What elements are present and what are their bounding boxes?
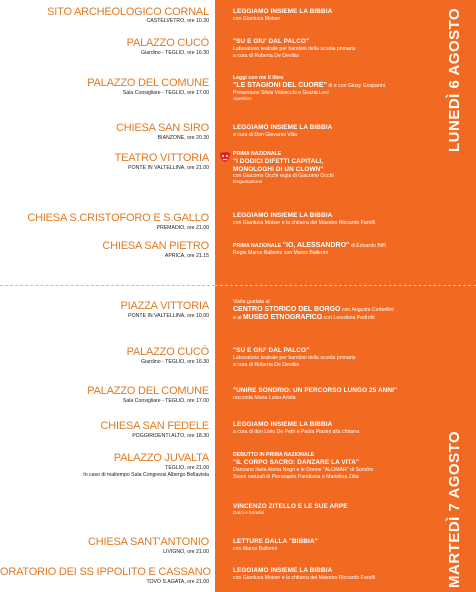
event-detail: di Edoardo Biffi bbox=[350, 243, 386, 249]
venue-place: CASTELVETRO, ore 10.30 bbox=[146, 18, 209, 24]
event bbox=[233, 75, 438, 103]
event-title: LEGGIAMO INSIEME LA BIBBIA bbox=[233, 567, 333, 574]
event-detail: racconta Maria Luisa Arista bbox=[233, 394, 296, 401]
venue-title: SITO ARCHEOLOGICO CORNAL bbox=[47, 6, 209, 18]
event-detail: di e con Giusy Gosparini. bbox=[328, 83, 387, 89]
event-intro: PRIMA NAZIONALE bbox=[233, 151, 282, 157]
event bbox=[233, 124, 438, 139]
venue-place: BIANZONE, ore 20.30 bbox=[157, 135, 209, 141]
event-title: "SU E GIU' DAL PALCO" bbox=[233, 347, 310, 354]
venue-place: Giardino - TEGLIO, ore 16.30 bbox=[141, 359, 209, 365]
event bbox=[233, 151, 438, 186]
venue-title: PALAZZO CUCÒ bbox=[126, 37, 209, 49]
venue-place: APRICA, ore 21.15 bbox=[164, 253, 209, 259]
venue-place: Sala Consigliare - TEGLIO, ore 17.00 bbox=[122, 398, 209, 404]
event-detail: con Gianluca Moiser bbox=[233, 15, 281, 22]
event-title: CENTRO STORICO DEL BORGO bbox=[233, 306, 341, 313]
venue-title: CHIESA SAN FEDELE bbox=[100, 420, 209, 432]
venue-place: Giardino - TEGLIO, ore 16.30 bbox=[141, 50, 209, 56]
event-detail: Laboratorio teatrale per bambini della scuola primaria bbox=[233, 45, 356, 52]
event-title: "I DODICI DIFETTI CAPITALI, bbox=[233, 158, 324, 165]
event-detail: con Giacomo Occhi regia di Giacomo Occhi bbox=[233, 173, 334, 179]
venue-title: ORATORIO DEI SS IPPOLITO E CASSANO bbox=[0, 566, 211, 578]
venue-title: CHIESA SANT'ANTONIO bbox=[88, 536, 209, 548]
venue-title: PALAZZO DEL COMUNE bbox=[87, 385, 209, 397]
venue-title: TEATRO VITTORIA bbox=[114, 152, 209, 164]
event-detail: Suoni naturali di Pierangelo Pandiscia e Marielina Zitta bbox=[233, 473, 359, 480]
event bbox=[233, 503, 438, 517]
venue-place: PREMADIO, ore 21.00 bbox=[156, 225, 209, 231]
event-title: LEGGIAMO INSIEME LA BIBBIA bbox=[233, 421, 333, 428]
event-detail: Danzano Ilaria Atena Negri e le Donne "ALOMAR" di Sondrio bbox=[233, 466, 374, 473]
venue-place: PONTE IN VALTELLINA, ore 10.00 bbox=[128, 313, 209, 319]
venue-place: Sala Consigliare - TEGLIO, ore 17.00 bbox=[122, 90, 209, 96]
venue-title: PIAZZA VITTORIA bbox=[120, 300, 209, 312]
event-title: "IL CORPO SACRO: DANZARE LA VITA" bbox=[233, 459, 360, 466]
venue-note: In caso di maltempo Sala Congressi Albergo Bellavista bbox=[83, 472, 209, 478]
event-detail: a cura di don Livio De Petri e Paola Piasini alla chitarra bbox=[233, 428, 360, 435]
event-detail: con Gianluca Moiser e la chitarra del Maestro Riccardo Farolfi bbox=[233, 219, 376, 226]
event-detail: Presentano Silvia Valsecchi e Grazia Levi bbox=[233, 90, 329, 96]
venue-title: CHIESA SAN SIRO bbox=[116, 122, 209, 134]
event-intro: Visita guidata al bbox=[233, 299, 270, 305]
event bbox=[233, 567, 438, 582]
event-intro: DEBUTTO IN PRIMA NAZIONALE bbox=[233, 452, 315, 458]
event-detail: e al bbox=[233, 315, 242, 321]
event-title: LEGGIAMO INSIEME LA BIBBIA bbox=[233, 212, 333, 219]
event-detail: con Gianluca Moiser e la chitarra del Maestro Riccardo Farolfi bbox=[233, 574, 376, 581]
event-detail: Regia Marco Ballerini con Marco Ballerini bbox=[233, 250, 328, 256]
venue-place: LIVIGNO, ore 21.00 bbox=[163, 549, 209, 555]
event-detail: a cura di Don Giovanni Villa bbox=[233, 131, 297, 138]
event-title: MUSEO ETNOGRAFICO bbox=[242, 314, 323, 321]
event bbox=[233, 212, 438, 227]
event-detail: con Marco Ballerini bbox=[233, 545, 278, 552]
event bbox=[233, 299, 438, 322]
venue-place: PONTE IN VALTELLINA, ore 21.00 bbox=[128, 165, 209, 171]
day1-label: LUNEDÌ 6 AGOSTO bbox=[446, 7, 463, 152]
venue-title: CHIESA SAN PIETRO bbox=[102, 240, 209, 252]
event bbox=[233, 242, 438, 257]
event-title: LEGGIAMO INSIEME LA BIBBIA bbox=[233, 8, 333, 15]
event bbox=[233, 421, 438, 436]
event-title: LEGGIAMO INSIEME LA BIBBIA bbox=[233, 124, 333, 131]
venue-title: PALAZZO DEL COMUNE bbox=[87, 77, 209, 89]
event-detail: Laboratorio teatrale per bambini della scuola primaria bbox=[233, 354, 356, 361]
event-title: "UNIRE SONDRIO: UN PERCORSO LUNGO 25 ANNI" bbox=[233, 387, 398, 394]
event-detail: con Loredana Pedrotti bbox=[323, 315, 375, 321]
venue-place: TOVO S.AGATA, ore 21.00 bbox=[146, 579, 209, 585]
venue-title: PALAZZO CUCÒ bbox=[126, 346, 209, 358]
event bbox=[233, 8, 438, 23]
event-title: MONOLOGHI DI UN CLOWN" bbox=[233, 165, 324, 173]
venue-place: TEGLIO, ore 21.00 bbox=[165, 465, 209, 471]
theatre-mask-icon bbox=[219, 151, 231, 163]
event-intro: PRIMA NAZIONALE bbox=[233, 243, 282, 249]
event-title: "SU E GIU' DAL PALCO" bbox=[233, 38, 310, 45]
venue-title: PALAZZO JUVALTA bbox=[113, 452, 209, 464]
event bbox=[233, 38, 438, 60]
event-title: "IO, ALESSANDRO" bbox=[282, 242, 350, 249]
event bbox=[233, 347, 438, 369]
event-note: Degustazione bbox=[233, 180, 263, 185]
event bbox=[233, 387, 438, 402]
day-divider bbox=[0, 285, 215, 286]
event-note: Aperitivo bbox=[233, 97, 252, 102]
event-detail: a cura di Roberta De Devitiis bbox=[233, 52, 300, 59]
event-title: LETTURE DALLA "BIBBIA" bbox=[233, 538, 318, 545]
event-note: Dolci e brindisi bbox=[233, 510, 265, 516]
event-title: "LE STAGIONI DEL CUORE" bbox=[233, 82, 327, 89]
venue-title: CHIESA S.CRISTOFORO E S.GALLO bbox=[27, 212, 209, 224]
event bbox=[233, 452, 438, 481]
venue-place: POGGIRIDENTI ALTO, ore 18.30 bbox=[132, 433, 209, 439]
day2-label: MARTEDÌ 7 AGOSTO bbox=[446, 430, 463, 588]
event-title: VINCENZO ZITELLO E LE SUE ARPE bbox=[233, 503, 348, 510]
event-detail: a cura di Roberta De Devitiis bbox=[233, 361, 300, 368]
event-intro: Leggi con me il libro bbox=[233, 75, 284, 81]
event bbox=[233, 538, 438, 553]
day-divider-right bbox=[215, 285, 476, 286]
event-detail: con Augusta Corbellini bbox=[341, 307, 394, 313]
